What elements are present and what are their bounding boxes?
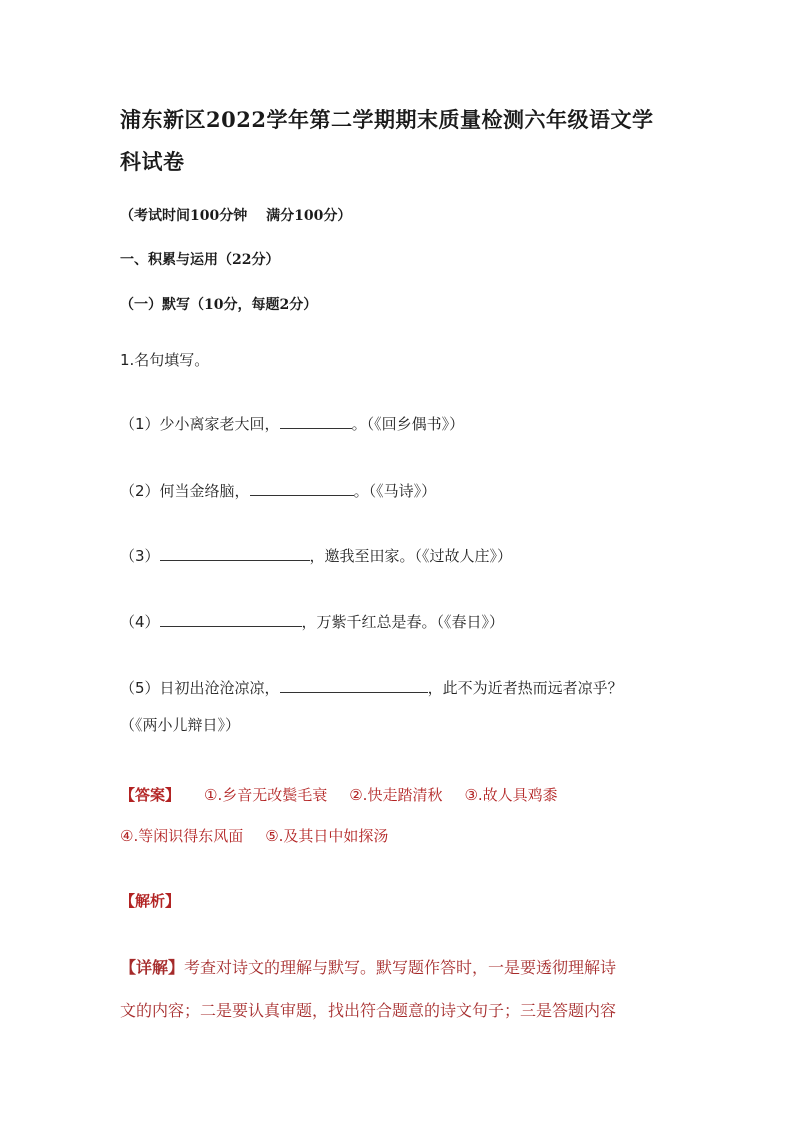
answer-blank — [160, 612, 302, 627]
item-text-before: 何当金络脑， — [159, 482, 250, 500]
section-heading: 一、积累与运用（22分） — [120, 252, 280, 268]
item-text-before: 日初出沧沧凉凉， — [159, 679, 280, 697]
exam-info: （考试时间100分钟 满分100分） — [120, 208, 352, 224]
detail-line-2: 文的内容；二是要认真审题，找出符合题意的诗文句子；三是答题内容 — [120, 1001, 617, 1020]
document-title-line-1: 浦东新区2022学年第二学期期末质量检测六年级语文学 — [120, 107, 654, 132]
answer-label: 【答案】 — [120, 786, 181, 804]
item-number: （4） — [120, 613, 160, 631]
answer-item: ②.快走踏清秋 — [349, 786, 443, 804]
subsection-heading: （一）默写（10分，每题2分） — [120, 297, 318, 313]
question-1: 1.名句填写。 — [120, 351, 210, 369]
answer-blank — [280, 414, 352, 429]
question-item-2 — [120, 480, 436, 501]
answer-item: ④.等闲识得东风面 — [120, 827, 244, 845]
detail-label: 【详解】 — [120, 958, 185, 977]
answer-row-1 — [120, 784, 558, 805]
item-number: （1） — [120, 415, 160, 433]
answer-blank — [160, 546, 310, 561]
item-number: （5） — [120, 679, 160, 697]
item-text-after: ，邀我至田家。（《过故人庄》） — [309, 547, 513, 565]
answer-item: ①.乡音无改鬓毛衰 — [204, 786, 328, 804]
answer-row-2 — [120, 825, 388, 846]
item-number: （3） — [120, 547, 160, 565]
answer-blank — [250, 481, 354, 496]
item-text-after: 。（《回乡偶书》） — [351, 415, 465, 433]
document-title-line-2: 科试卷 — [120, 149, 185, 174]
item-text-after: ，万紫千红总是春。（《春日》） — [301, 613, 505, 631]
question-item-5 — [120, 677, 623, 698]
item-text-after: 。（《马诗》） — [353, 482, 437, 500]
question-item-5-continuation: （《两小儿辩日》） — [120, 716, 241, 734]
item-text-before: 少小离家老大回， — [159, 415, 280, 433]
question-item-1 — [120, 413, 464, 434]
item-number: （2） — [120, 482, 160, 500]
question-item-4 — [120, 611, 504, 632]
answer-blank — [280, 678, 428, 693]
detail-line-1 — [120, 955, 616, 978]
detail-text: 考查对诗文的理解与默写。默写题作答时，一是要透彻理解诗 — [184, 958, 617, 977]
item-text-after: ，此不为近者热而远者凉乎？ — [427, 679, 623, 697]
answer-item: ⑤.及其日中如探汤 — [265, 827, 389, 845]
question-item-3 — [120, 545, 512, 566]
analysis-label: 【解析】 — [120, 892, 181, 910]
answer-item: ③.故人具鸡黍 — [464, 786, 558, 804]
